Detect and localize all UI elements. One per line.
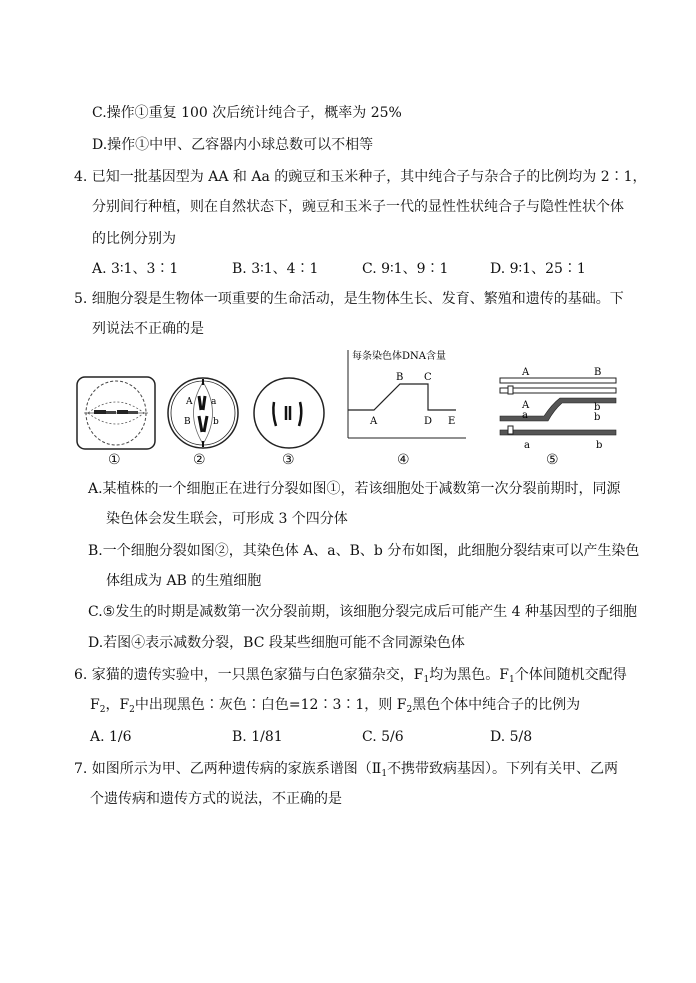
fig5-label-B-top: B bbox=[594, 367, 602, 378]
chart-point-B: B bbox=[396, 372, 404, 383]
cell-figure-3 bbox=[252, 376, 326, 450]
q7-stem-line1: 7. 如图所示为甲、乙两种遗传病的家族系谱图（$Ⅱ_1$不携带致病基因）。下列有关甲、乙两 bbox=[74, 761, 619, 779]
q5-option-b-line1: B.一个细胞分裂如图②，其染色体 A、a、B、b 分布如图，此细胞分裂结束可以产生染色 bbox=[88, 543, 640, 559]
q4-option-d: D. 9∶1、25∶1 bbox=[490, 261, 586, 277]
cell-figure-1 bbox=[76, 376, 156, 450]
fig5-label-b-mid: b bbox=[594, 402, 601, 413]
chart-point-A: A bbox=[370, 416, 378, 427]
fig2-label-a: a bbox=[211, 397, 217, 407]
q4-option-a: A. 3∶1、3∶1 bbox=[92, 261, 179, 277]
q5-option-a-line2: 染色体会发生联会，可形成 3 个四分体 bbox=[106, 511, 348, 527]
q4-stem-line1: 4. 已知一批基因型为 AA 和 Aa 的豌豆和玉米种子，其中纯合子与杂合子的比例均为 2∶1， bbox=[74, 169, 647, 185]
q6-stem-line2: $F_2$，$F_2$中出现黑色∶灰色∶白色=12∶3∶1，则 $F_2$黑色个体中纯合子的比例为 bbox=[90, 697, 581, 715]
q4-option-b: B. 3∶1、4∶1 bbox=[232, 261, 319, 277]
q4-stem-line2: 分别间行种植，则在自然状态下，豌豆和玉米子一代的显性性状纯合子与隐性性状个体 bbox=[92, 199, 624, 215]
figure-number-5: ⑤ bbox=[546, 452, 559, 468]
q3-option-c: C.操作①重复 100 次后统计纯合子，概率为 25% bbox=[92, 105, 402, 121]
figure-number-2: ② bbox=[193, 452, 206, 468]
fig5-label-b-bottom: b bbox=[596, 440, 603, 450]
figure-number-4: ④ bbox=[397, 452, 410, 468]
fig5-label-a-bottom: a bbox=[524, 440, 530, 450]
q4-option-c: C. 9∶1、9∶1 bbox=[362, 261, 449, 277]
q5-option-c: C.⑤发生的时期是减数第一次分裂前期，该细胞分裂完成后可能产生 4 种基因型的子细胞 bbox=[88, 604, 638, 620]
chart-point-E: E bbox=[448, 416, 456, 427]
chart-point-D: D bbox=[424, 416, 433, 427]
q6-option-c: C. 5/6 bbox=[362, 729, 404, 745]
fig5-label-A-mid: A bbox=[522, 400, 530, 411]
crossing-over-figure bbox=[494, 364, 620, 450]
fig5-label-b-lower: b bbox=[594, 412, 601, 423]
dna-content-chart bbox=[338, 346, 470, 446]
fig5-label-A-top: A bbox=[522, 367, 530, 378]
q6-option-b: B. 1/81 bbox=[232, 729, 283, 745]
fig5-label-a-mid: a bbox=[522, 410, 528, 421]
q5-stem-line2: 列说法不正确的是 bbox=[92, 321, 204, 337]
q6-option-d: D. 5/8 bbox=[490, 729, 533, 745]
figure-number-1: ① bbox=[108, 452, 121, 468]
q5-stem-line1: 5. 细胞分裂是生物体一项重要的生命活动，是生物体生长、发育、繁殖和遗传的基础。下 bbox=[74, 291, 624, 307]
fig2-label-b: b bbox=[213, 417, 219, 427]
q6-stem-line1: 6. 家猫的遗传实验中，一只黑色家猫与白色家猫杂交，$F_1$均为黑色。$F_1$个体间随机交配得 bbox=[74, 667, 627, 685]
fig2-label-A: A bbox=[186, 397, 193, 407]
q3-option-d: D.操作①中甲、乙容器内小球总数可以不相等 bbox=[92, 137, 374, 153]
fig2-label-B: B bbox=[184, 417, 191, 427]
chart-title: 每条染色体DNA含量 bbox=[352, 351, 446, 362]
q5-option-d: D.若图④表示减数分裂，BC 段某些细胞可能不含同源染色体 bbox=[88, 635, 465, 651]
q6-option-a: A. 1/6 bbox=[90, 729, 132, 745]
chart-point-C: C bbox=[424, 372, 432, 383]
cell-figure-2 bbox=[166, 376, 240, 450]
q5-option-b-line2: 体组成为 AB 的生殖细胞 bbox=[106, 573, 262, 589]
q7-stem-line2: 个遗传病和遗传方式的说法，不正确的是 bbox=[90, 791, 342, 807]
figure-number-3: ③ bbox=[282, 452, 295, 468]
q5-option-a-line1: A.某植株的一个细胞正在进行分裂如图①，若该细胞处于减数第一次分裂前期时，同源 bbox=[88, 481, 621, 497]
q4-stem-line3: 的比例分别为 bbox=[92, 231, 176, 247]
